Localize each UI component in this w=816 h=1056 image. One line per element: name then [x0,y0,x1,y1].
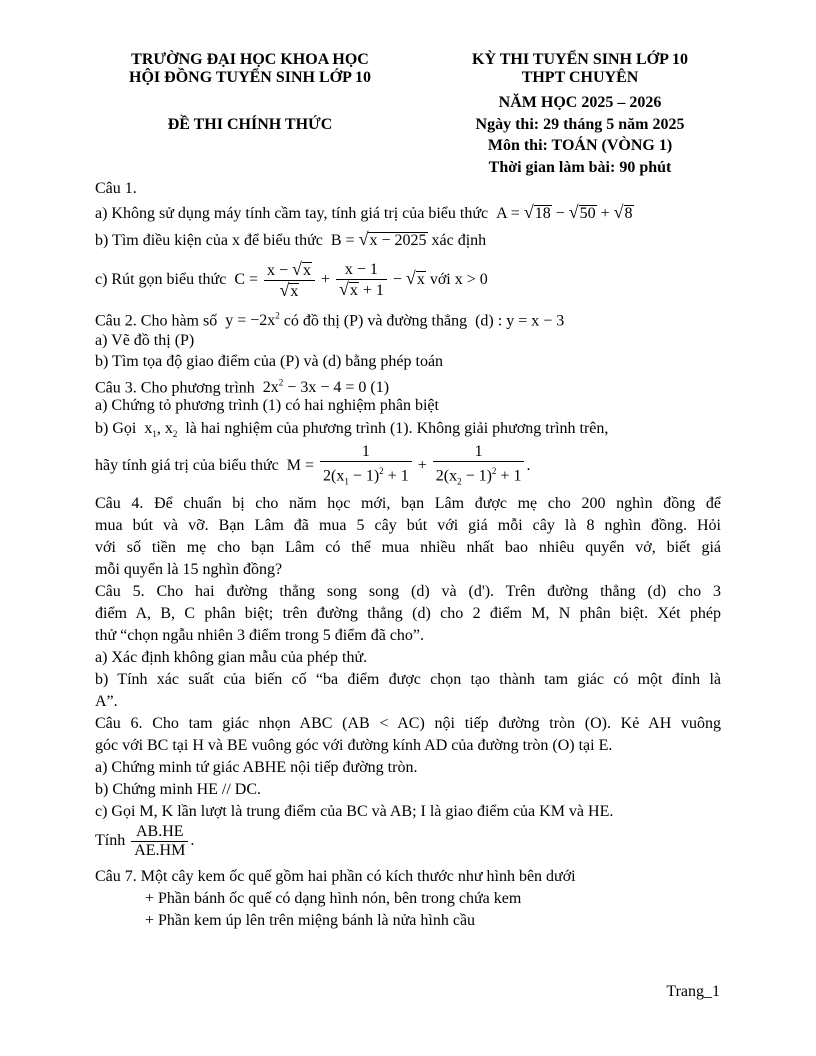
q4-line2: mua bút và vỡ. Bạn Lâm đã mua 5 cây bút với giá mỗi cây là 8 nghìn đồng. Hỏi [95,517,721,534]
q1-c-text: c) Rút gọn biểu thức [95,271,227,288]
q7-line2: + Phần bánh ốc quế có dạng hình nón, bên trong chứa kem [145,890,522,907]
q7-line1: Câu 7. Một cây kem ốc quế gồm hai phần có kích thước như hình bên dưới [95,868,576,885]
q1-title: Câu 1. [95,180,137,197]
exam-duration: Thời gian làm bài: 90 phút [488,159,672,176]
q6-c: c) Gọi M, K lần lượt là trung điểm của BC và AB; I là giao điểm của KM và HE. [95,803,614,820]
q3-equation: $2x^2 - 3x - 4 = 0$ (1) [258,378,390,397]
q1-c-expression: C = $\frac{x - √x}{√x}$ + $\frac{x - 1}{√x + 1}$ − √x [230,258,425,300]
q2-text: Câu 2. Cho hàm số [95,312,218,330]
q3-text: Câu 3. Cho phương trình [95,379,255,397]
q6-a: a) Chứng minh tứ giác ABHE nội tiếp đường tròn. [95,759,418,776]
q3-b2 [95,440,721,492]
q1-a-expression: A = √18 − √50 + √8 [492,202,633,222]
q1-a [95,202,721,224]
q2-line: (d) : y = x − 3 [471,312,565,330]
exam-title: KỲ THI TUYỂN SINH LỚP 10 [472,51,688,68]
q2-a: a) Vẽ đồ thị (P) [95,332,195,349]
q1-b-text: b) Tìm điều kiện của x để biểu thức [95,232,323,249]
q7-line3: + Phần kem úp lên trên miệng bánh là nửa hình cầu [145,912,476,929]
q1-b [95,229,721,251]
q1-b-expression: B = √x − 2025 [326,229,427,249]
q2-mid: có đồ thị (P) và đường thẳng [283,312,468,330]
q5-line2: điểm A, B, C phân biệt; trên đường thẳng (d) cho 2 điểm M, N phân biệt. Xét phép [95,605,721,622]
q3-a: a) Chứng tỏ phương trình (1) có hai nghiệm phân biệt [95,397,439,414]
page-number: Trang_1 [666,983,720,1000]
q6-line2: góc với BC tại H và BE vuông góc với đường kính AD của đường tròn (O) tại E. [95,737,613,754]
q5-b1: b) Tính xác suất của biến cố “ba điểm được chọn tạo thành tam giác có một đỉnh là [95,671,721,688]
school-type: THPT CHUYÊN [521,69,639,86]
q5-line1: Câu 5. Cho hai đường thẳng song song (d) và (d'). Trên đường thẳng (d) cho 3 [95,583,721,600]
q5-line3: thử “chọn ngẫu nhiên 3 điểm trong 5 điểm đã cho”. [95,627,425,644]
q6-tinh-text: Tính [95,832,126,849]
school-name: TRƯỜNG ĐẠI HỌC KHOA HỌC [131,51,369,68]
q6-tinh: Tính $\frac{AB.HE}{AE.HM}$ . [95,822,195,859]
q4-line1: Câu 4. Để chuẩn bị cho năm học mới, bạn Lâm được mẹ cho 200 nghìn đồng để [95,495,721,512]
q6-denominator: AE.HM [134,841,186,859]
q2-function: $y = -2x^2$ [221,311,280,330]
q5-b2: A”. [95,693,118,710]
q1-a-text: a) Không sử dụng máy tính cầm tay, tính giá trị của biểu thức [95,205,489,222]
q1-c [95,252,721,306]
q1-c-end: với x > 0 [429,271,488,288]
q1-b-end: xác định [431,232,487,249]
q2-b: b) Tìm tọa độ giao điểm của (P) và (d) bằng phép toán [95,353,444,370]
council-name: HỘI ĐỒNG TUYỂN SINH LỚP 10 [129,69,371,86]
school-year: NĂM HỌC 2025 – 2026 [498,94,662,111]
q4-line3: với số tiền mẹ cho bạn Lâm có thể mua nhiều nhất bao nhiêu quyển vở, biết giá [95,539,721,556]
q3-expression: M = $\frac{1}{2(x_1 - 1)^2 + 1}$ + $\frac{1}{2(x_2 - 1)^2 + 1}$ . [282,442,531,487]
exam-subject: Môn thi: TOÁN (VÒNG 1) [487,137,673,154]
q3-b2-text: hãy tính giá trị của biểu thức [95,457,279,474]
q6-fraction [131,823,188,860]
q3-b1-text: b) Gọi [95,420,137,437]
q3-b1-end: là hai nghiệm của phương trình (1). Không giải phương trình trên, [185,420,609,437]
q6-b: b) Chứng minh HE // DC. [95,781,262,798]
q2-title [95,306,721,331]
official-exam-label: ĐỀ THI CHÍNH THỨC [167,116,333,133]
q6-line1: Câu 6. Cho tam giác nhọn ABC (AB < AC) nội tiếp đường tròn (O). Kẻ AH vuông [95,715,721,732]
exam-date: Ngày thi: 29 tháng 5 năm 2025 [475,116,685,133]
q4-line4: mỗi quyển là 15 nghìn đồng? [95,561,283,578]
q5-a: a) Xác định không gian mẫu của phép thử. [95,649,368,666]
q3-roots: $x_1$, $x_2$ [140,420,178,440]
q6-numerator: AB.HE [131,823,188,842]
